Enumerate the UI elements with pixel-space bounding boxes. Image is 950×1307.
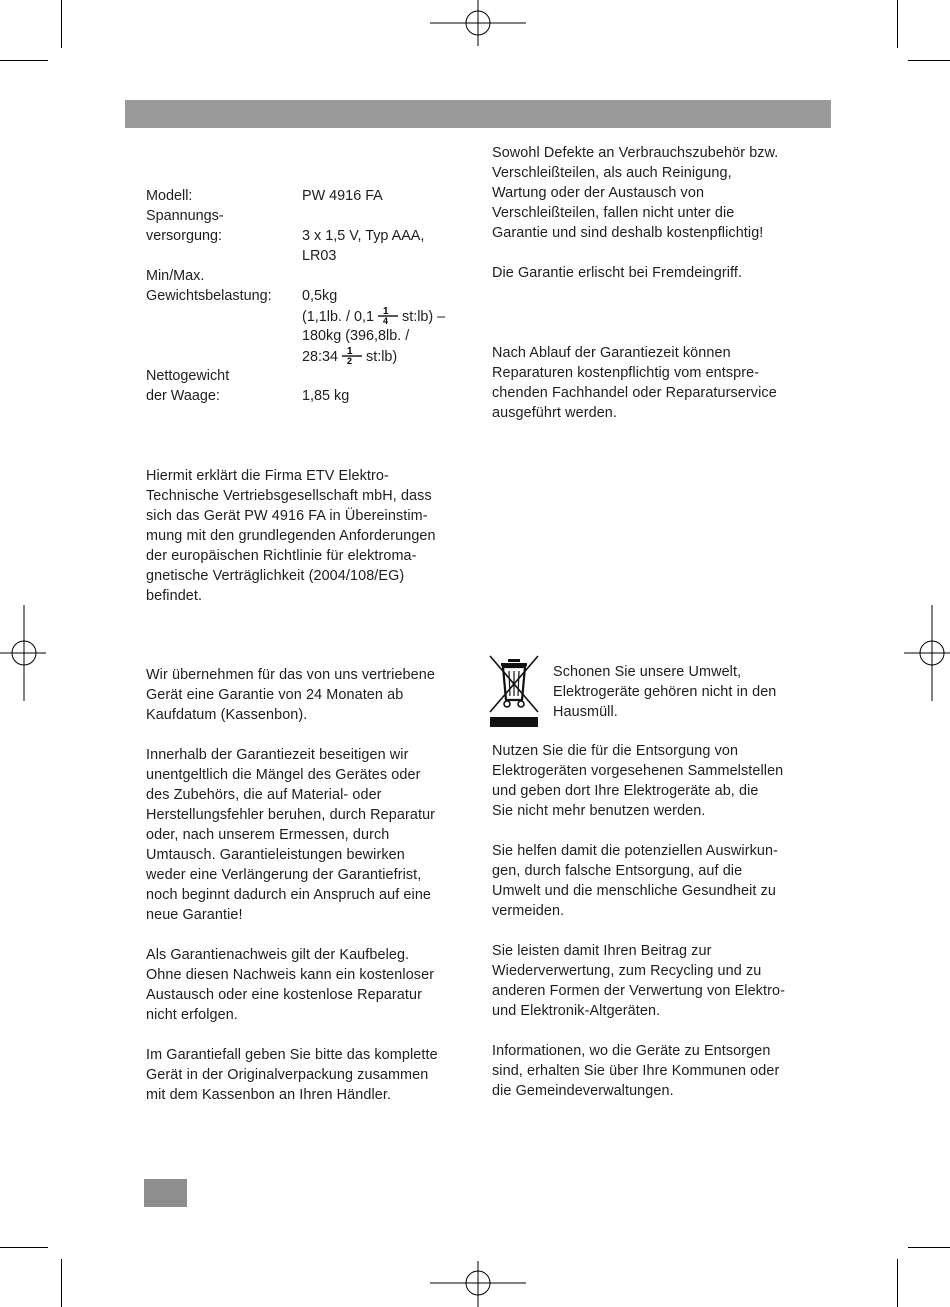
svg-text:1: 1 xyxy=(347,346,353,357)
crop-mark xyxy=(897,1259,898,1307)
crop-mark xyxy=(61,1259,62,1307)
crossed-out-bin-icon xyxy=(488,654,540,728)
disposal-intro-section xyxy=(553,662,833,722)
warranty-paragraph: Als Garantienachweis gilt der Kaufbeleg. Ohne diesen Nachweis kann ein kostenloser Austausch oder eine kostenlose Reparatur nicht erfolgen. xyxy=(146,947,435,1023)
spec-value: st:lb) – xyxy=(402,309,446,325)
crop-mark xyxy=(908,60,950,61)
disposal-paragraph: Sie helfen damit die potenziellen Auswirkun- gen, durch falsche Entsorgung, auf die Umwelt und die menschliche Gesundheit zu vermeiden. xyxy=(492,843,778,919)
crop-mark xyxy=(61,0,62,48)
exclusions-paragraph: Sowohl Defekte an Verbrauchszubehör bzw. Verschleißteilen, als auch Reinigung, Wartung oder der Austausch von Verschleißteilen, fallen nicht unter die Garantie und sind deshalb kostenpflichtig! xyxy=(492,145,779,241)
conformity-section xyxy=(146,466,476,606)
disposal-paragraph: Nutzen Sie die für die Entsorgung von Elektrogeräten vorgesehenen Sammelstellen und geben dort Ihre Elektrogeräte ab, die Sie nicht mehr benutzen werden. xyxy=(492,743,784,819)
spec-value: (1,1lb. / 0,1 xyxy=(302,309,374,325)
warranty-paragraph: Im Garantiefall geben Sie bitte das komplette Gerät in der Originalverpackung zusammen mit dem Kassenbon an Ihren Händler. xyxy=(146,1047,438,1103)
spec-value: 3 x 1,5 V, Typ AAA, xyxy=(302,228,425,244)
svg-text:1: 1 xyxy=(383,306,389,317)
spec-value: 0,5kg xyxy=(302,288,338,304)
disposal-paragraph: Informationen, wo die Geräte zu Entsorgen sind, erhalten Sie über Ihre Kommunen oder die Gemeindeverwaltungen. xyxy=(492,1043,780,1099)
crop-mark xyxy=(0,60,48,61)
registration-mark-icon xyxy=(430,0,526,46)
spec-label: Nettogewicht xyxy=(146,368,230,384)
warranty-paragraph: Innerhalb der Garantiezeit beseitigen wir unentgeltlich die Mängel des Gerätes oder des Zubehörs, die auf Material- oder Herstellungsfehler beruhen, durch Reparatur oder, nach unserem Ermessen, durch Umtausch. Garantieleistungen bewirken weder eine Verlängerung der Garantiefrist, noch beginnt dadurch ein Anspruch auf eine neue Garantie! xyxy=(146,747,436,923)
exclusions-paragraph: Die Garantie erlischt bei Fremdeingriff. xyxy=(492,265,743,281)
spec-value: 1,85 kg xyxy=(302,388,350,404)
spec-label: Gewichtsbelastung: xyxy=(146,288,272,304)
registration-mark-icon xyxy=(430,1261,526,1307)
warranty-section xyxy=(146,665,476,1105)
half-fraction-icon xyxy=(341,346,363,364)
spec-label: versorgung: xyxy=(146,228,222,244)
spec-value-line xyxy=(302,346,397,367)
conformity-text: Hiermit erklärt die Firma ETV Elektro- Technische Vertriebsgesellschaft mbH, dass sich das Gerät PW 4916 FA in Übereinstim- mung mit den grundlegenden Anforderungen der europäischen Richtlinie für elektroma- gnetische Verträglichkeit (2004/108/EG) befindet. xyxy=(146,468,436,604)
crop-mark xyxy=(0,1247,48,1248)
crop-mark xyxy=(897,0,898,48)
crop-mark xyxy=(908,1247,950,1248)
repair-section xyxy=(492,343,822,423)
spec-value: 28:34 xyxy=(302,349,339,365)
repair-text: Nach Ablauf der Garantiezeit können Reparaturen kostenpflichtig vom entspre- chenden Fachhandel oder Reparaturservice ausgeführt werden. xyxy=(492,345,777,421)
registration-mark-icon xyxy=(0,605,46,701)
section-header-bar xyxy=(125,100,831,128)
spec-label: der Waage: xyxy=(146,388,220,404)
disposal-section xyxy=(492,741,832,1101)
disposal-paragraph: Sie leisten damit Ihren Beitrag zur Wiederverwertung, zum Recycling und zu anderen Formen der Verwertung von Elektro- und Elektronik-Altgeräten. xyxy=(492,943,785,1019)
spec-value-line xyxy=(302,306,445,327)
spec-label: Spannungs- xyxy=(146,208,224,224)
warranty-paragraph: Wir übernehmen für das von uns vertriebene Gerät eine Garantie von 24 Monaten ab Kaufdatum (Kassenbon). xyxy=(146,667,435,723)
spec-value: 180kg (396,8lb. / xyxy=(302,328,410,344)
svg-text:4: 4 xyxy=(383,316,389,324)
exclusions-section xyxy=(492,143,822,283)
disposal-intro-text: Schonen Sie unsere Umwelt, Elektrogeräte gehören nicht in den Hausmüll. xyxy=(553,664,777,720)
spec-value: LR03 xyxy=(302,248,337,264)
svg-text:2: 2 xyxy=(347,356,353,364)
registration-mark-icon xyxy=(904,605,950,701)
spec-label: Min/Max. xyxy=(146,268,205,284)
spec-value: PW 4916 FA xyxy=(302,188,383,204)
page-number-box xyxy=(144,1179,187,1207)
spec-value: st:lb) xyxy=(366,349,398,365)
quarter-fraction-icon xyxy=(377,306,399,324)
spec-label: Modell: xyxy=(146,188,193,204)
